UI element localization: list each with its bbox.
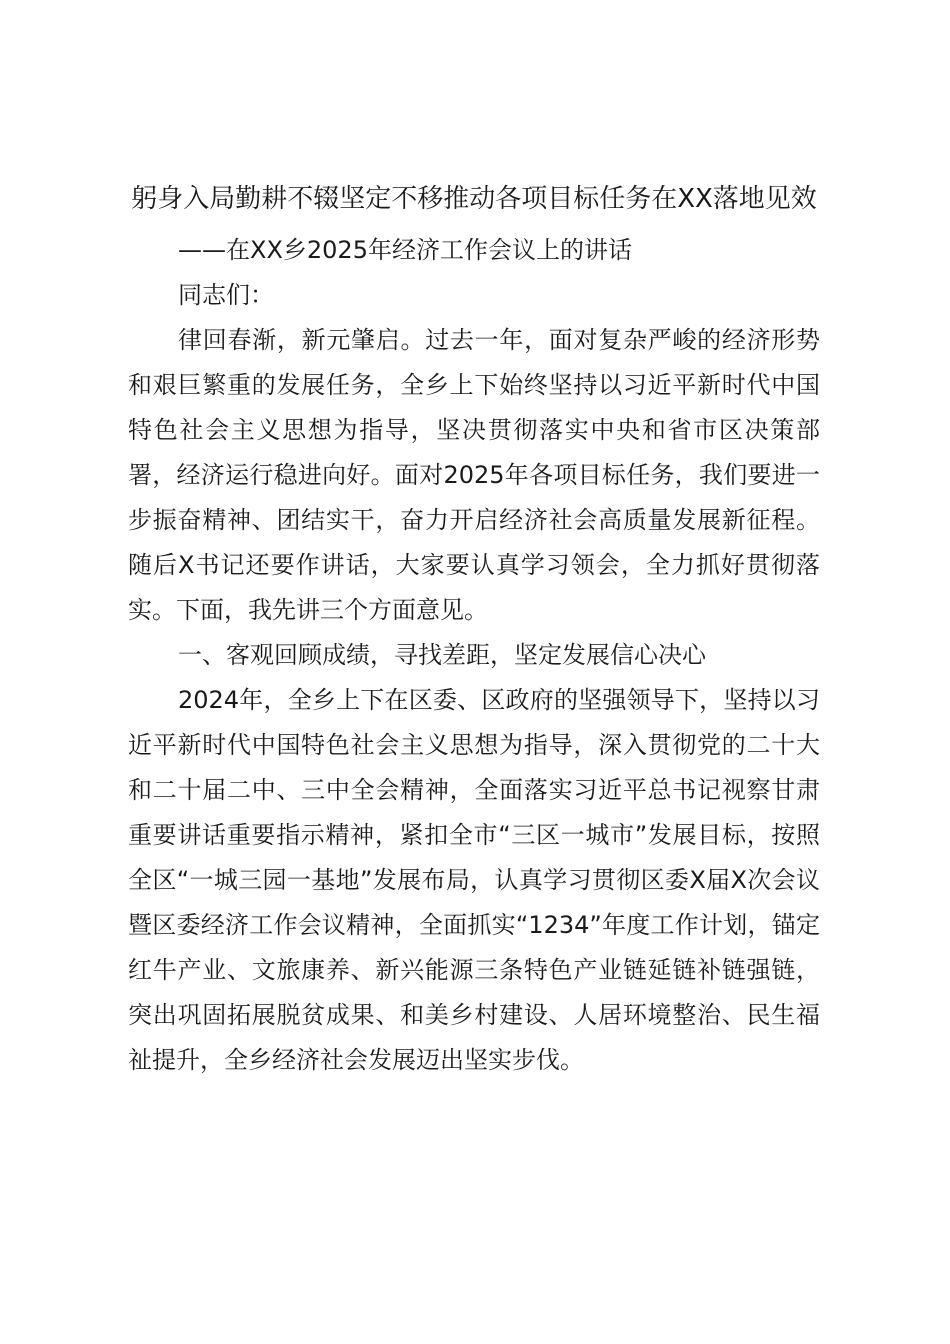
section-heading: 一、客观回顾成绩，寻找差距，坚定发展信心决心 (178, 641, 706, 669)
salutation: 同志们： (178, 281, 274, 309)
document-title: 躬身入局勤耕不辍坚定不移推动各项目标任务在XX落地见效 (131, 184, 817, 214)
intro-paragraph: 律回春渐，新元肇启。过去一年，面对复杂严峻的经济形势和艰巨繁重的发展任务，全乡上下始终坚持以习近平新时代中国特色社会主义思想为指导，坚决贯彻落实中央和省市区决策部署，经济运行稳进向好。面对2025年各项目标任务，我们要进一步振奋精神、团结实干，奋力开启经济社会高质量发展新征程。随后X书记还要作讲话，大家要认真学习领会，全力抓好贯彻落实。下面，我先讲三个方面意见。 (128, 326, 820, 624)
body-paragraph: 2024年，全乡上下在区委、区政府的坚强领导下，坚持以习近平新时代中国特色社会主义思想为指导，深入贯彻党的二十大和二十届二中、三中全会精神，全面落实习近平总书记视察甘肃重要讲话重要指示精神，紧扣全市“三区一城市”发展目标，按照全区“一城三园一基地”发展布局，认真学习贯彻区委X届X次会议暨区委经济工作会议精神，全面抓实“1234”年度工作计划，锚定红牛产业、文旅康养、新兴能源三条特色产业链延链补链强链，突出巩固拓展脱贫成果、和美乡村建设、人居环境整治、民生福祉提升，全乡经济社会发展迈出坚实步伐。 (128, 686, 820, 1074)
document-subtitle: ——在XX乡2025年经济工作会议上的讲话 (178, 236, 632, 264)
document-page (128, 176, 820, 1083)
